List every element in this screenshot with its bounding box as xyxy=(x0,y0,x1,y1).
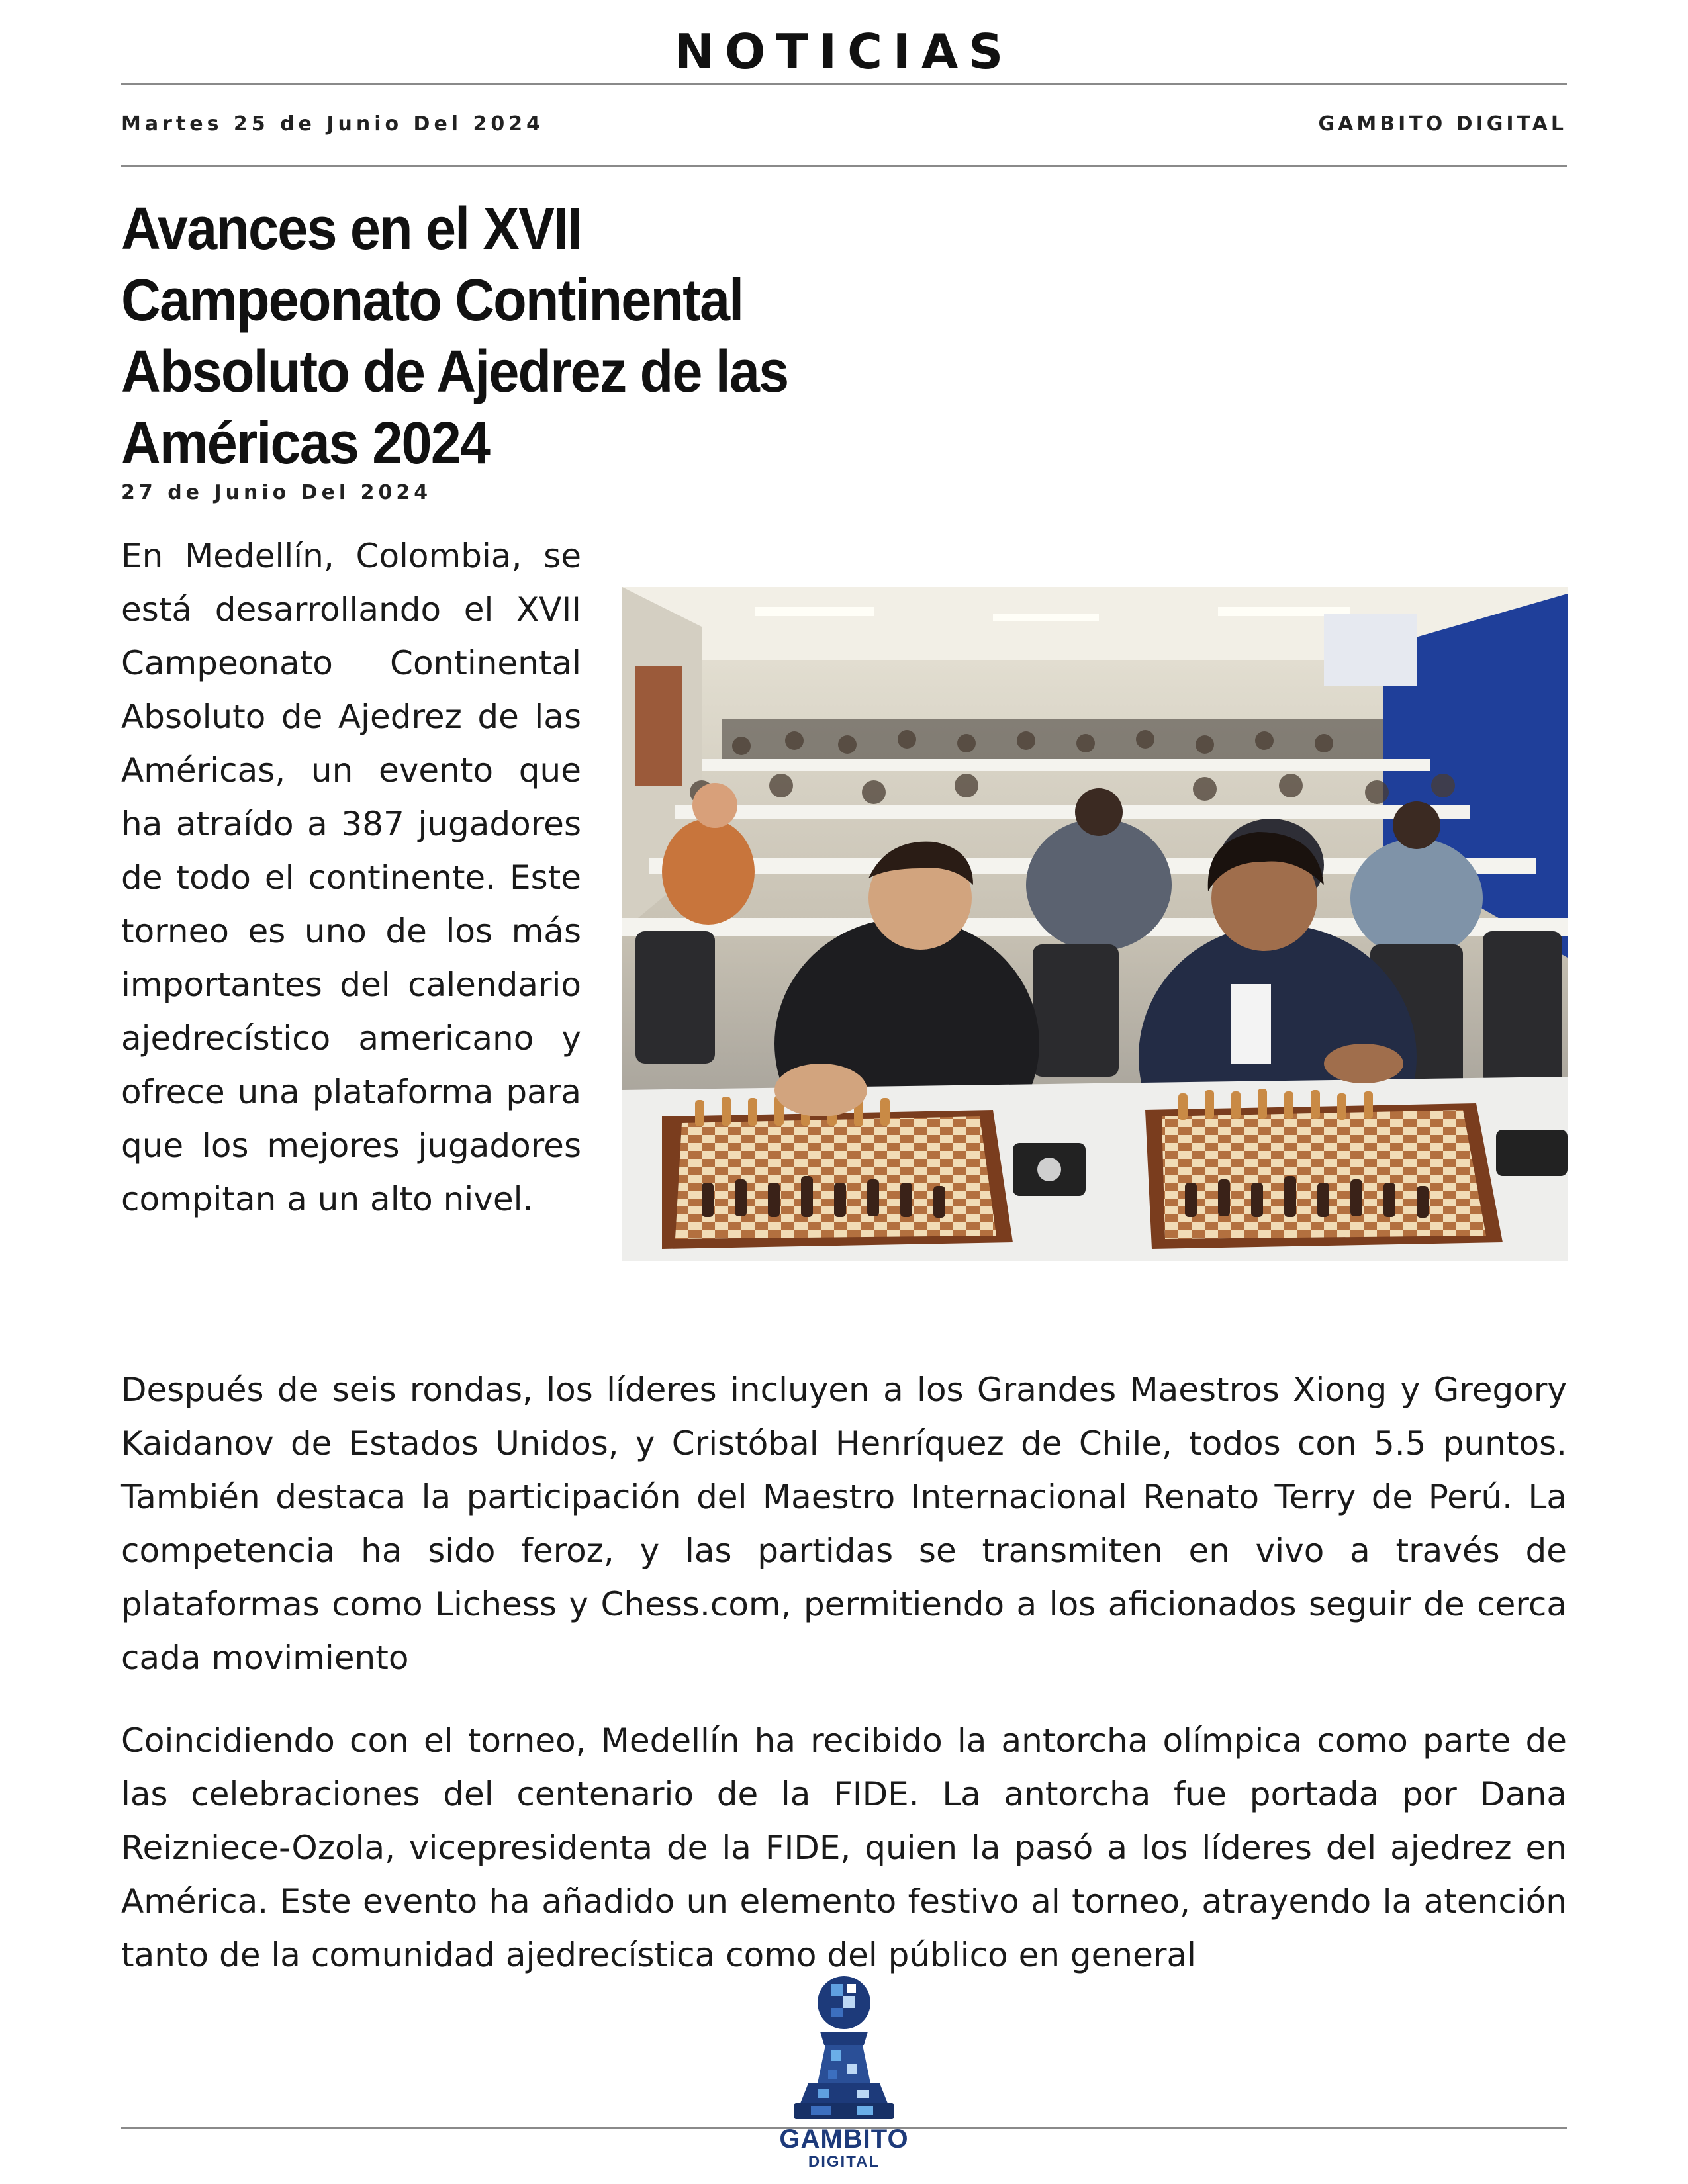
logo-subtitle: DIGITAL xyxy=(808,2153,880,2171)
logo-name: GAMBITO xyxy=(779,2124,909,2154)
logo-wordmark xyxy=(712,2124,976,2171)
tournament-photo xyxy=(622,587,1568,1261)
article-paragraph-3: Coincidiendo con el torneo, Medellín ha recibido la antorcha olímpica como parte de las celebraciones del centenario de la FIDE. La antorcha fue portada por Dana Reizniece-Ozola, vicepresidenta de la FIDE, quien la pasó a los líderes del ajedrez en América. Este evento ha añadido un elemento festivo al torneo, atrayendo la atención tanto de la comunidad ajedrecística como del público en general xyxy=(121,1721,1567,1974)
article-paragraph-2: Después de seis rondas, los líderes incluyen a los Grandes Maestros Xiong y Gregory Kaidanov de Estados Unidos, y Cristóbal Henríquez de Chile, todos con 5.5 puntos. También destaca la participación del Maestro Internacional Renato Terry de Perú. La competencia ha sido feroz, y las partidas se transmiten en vivo a través de plataformas como Lichess y Chess.com, permitiendo a los aficionados seguir de cerca cada movimiento xyxy=(121,1371,1567,1677)
header-bottom-rule xyxy=(121,165,1567,167)
publication-name: GAMBITO DIGITAL xyxy=(1318,113,1567,136)
issue-date: Martes 25 de Junio Del 2024 xyxy=(121,113,545,136)
article-date: 27 de Junio Del 2024 xyxy=(121,481,432,504)
article-paragraph-1: En Medellín, Colombia, se está desarrollando el XVII Campeonato Continental Absoluto de Ajedrez de las Américas, un evento que ha atraído a 387 jugadores de todo el continente. Este torneo es uno de los más importantes del calendario ajedrecístico americano y ofrece una plataforma para que los mejores jugadores compitan a un alto nivel. xyxy=(121,537,581,1218)
section-title: NOTICIAS xyxy=(674,24,1014,79)
header-top-rule xyxy=(121,83,1567,85)
article-headline: Avances en el XVII Campeonato Continental Absoluto de Ajedrez de las Américas 2024 xyxy=(121,196,788,477)
